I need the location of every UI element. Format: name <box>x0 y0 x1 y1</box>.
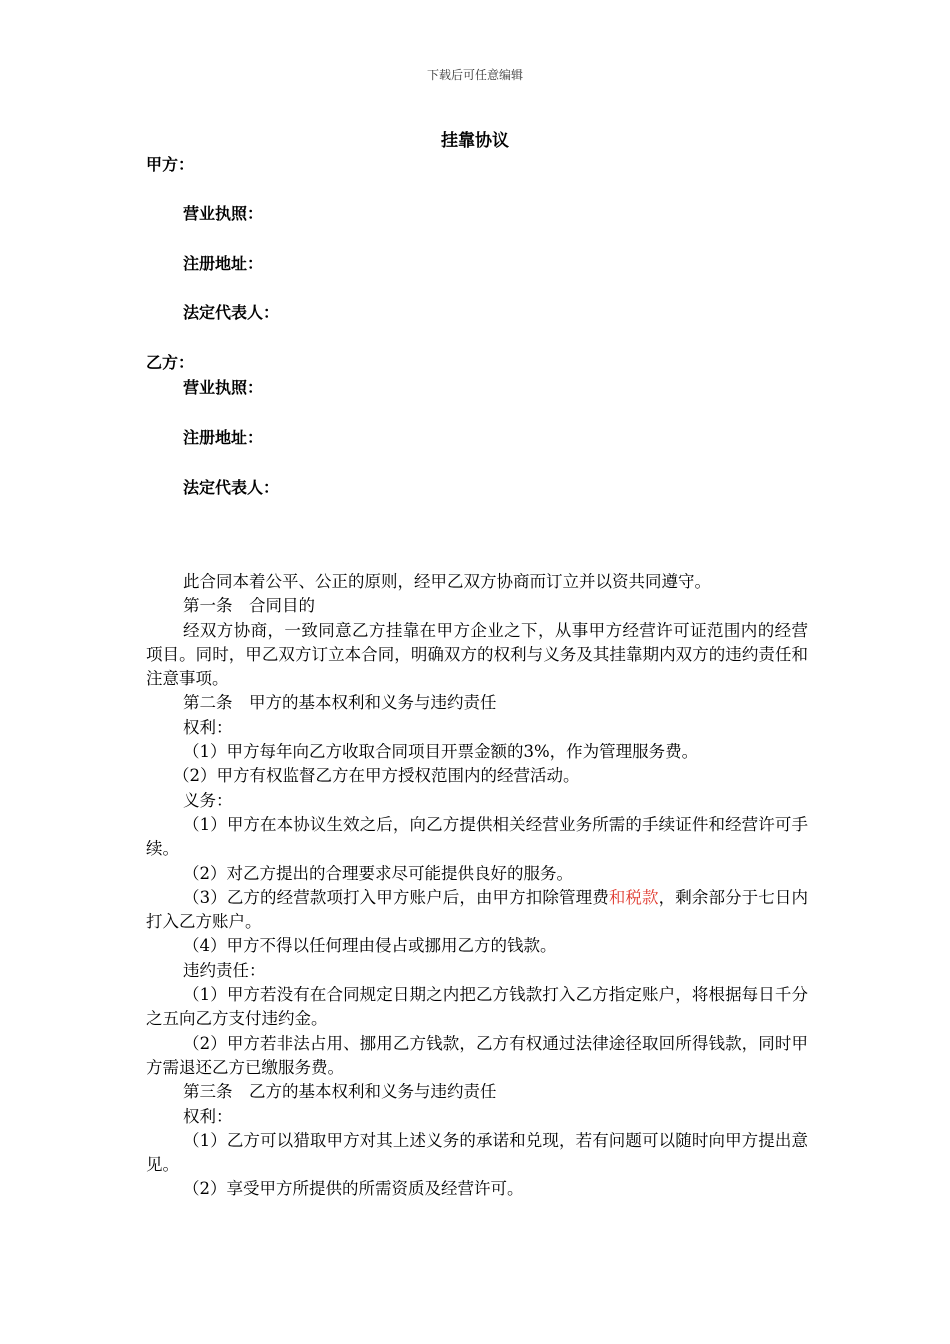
party-b-label: 乙方： <box>146 353 195 372</box>
party-b-representative: 法定代表人： <box>183 478 280 497</box>
article-2-breach-2: （2）甲方若非法占用、挪用乙方钱款，乙方有权通过法律途径取回所得钱款，同时甲方需退还乙方已缴服务费。 <box>146 1033 808 1077</box>
party-a-representative: 法定代表人： <box>183 303 280 322</box>
article-2-duty-3 <box>146 886 808 935</box>
document-title: 挂靠协议 <box>441 131 509 151</box>
article-2-duty-3-highlight: 和税款 <box>608 887 659 907</box>
article-1-text: 经双方协商，一致同意乙方挂靠在甲方企业之下，从事甲方经营许可证范围内的经营项目。同时，甲乙双方订立本合同，明确双方的权利与义务及其挂靠期内双方的违约责任和注意事项。 <box>146 620 808 689</box>
article-3-title: 第三条 乙方的基本权利和义务与违约责任 <box>183 1082 497 1102</box>
party-b-license: 营业执照： <box>183 378 264 397</box>
article-2-duty-1: （1）甲方在本协议生效之后，向乙方提供相关经营业务所需的手续证件和经营许可手续。 <box>146 814 808 859</box>
article-2-right-1: （1）甲方每年向乙方收取合同项目开票金额的3%，作为管理服务费。 <box>183 742 699 762</box>
article-2-duty-2: （2）对乙方提出的合理要求尽可能提供良好的服务。 <box>183 863 573 883</box>
contract-body <box>146 570 808 1202</box>
party-a-label: 甲方： <box>146 155 195 174</box>
party-b-address: 注册地址： <box>183 428 264 447</box>
article-2-duty-3-part-a: （3）乙方的经营款项打入甲方账户后，由甲方扣除管理费 <box>183 887 609 907</box>
article-2-duties-label: 义务： <box>183 790 233 810</box>
intro-paragraph: 此合同本着公平、公正的原则，经甲乙双方协商而订立并以资共同遵守。 <box>183 572 711 591</box>
article-2-rights-label: 权利： <box>183 717 233 737</box>
article-2-duty-4: （4）甲方不得以任何理由侵占或挪用乙方的钱款。 <box>183 936 557 956</box>
article-3-rights-label: 权利： <box>183 1106 233 1126</box>
article-2-title: 第二条 甲方的基本权利和义务与违约责任 <box>183 693 497 713</box>
article-1-title: 第一条 合同目的 <box>183 596 315 616</box>
party-a-address: 注册地址： <box>183 254 264 273</box>
article-3-right-1: （1）乙方可以猎取甲方对其上述义务的承诺和兑现，若有问题可以随时向甲方提出意见。 <box>146 1130 808 1175</box>
header-note: 下载后可任意编辑 <box>426 68 523 82</box>
article-2-breach-label: 违约责任： <box>183 960 266 980</box>
article-3-right-2: （2）享受甲方所提供的所需资质及经营许可。 <box>183 1179 524 1199</box>
article-2-right-2: （2）甲方有权监督乙方在甲方授权范围内的经营活动。 <box>173 766 580 786</box>
article-2-duty-3-part-b: ，剩余部分于七日内打入乙方账户。 <box>146 887 809 932</box>
article-2-breach-1: （1）甲方若没有在合同规定日期之内把乙方钱款打入乙方指定账户，将根据每日千分之五向乙方支付违约金。 <box>146 985 808 1029</box>
party-a-license: 营业执照： <box>183 204 264 223</box>
